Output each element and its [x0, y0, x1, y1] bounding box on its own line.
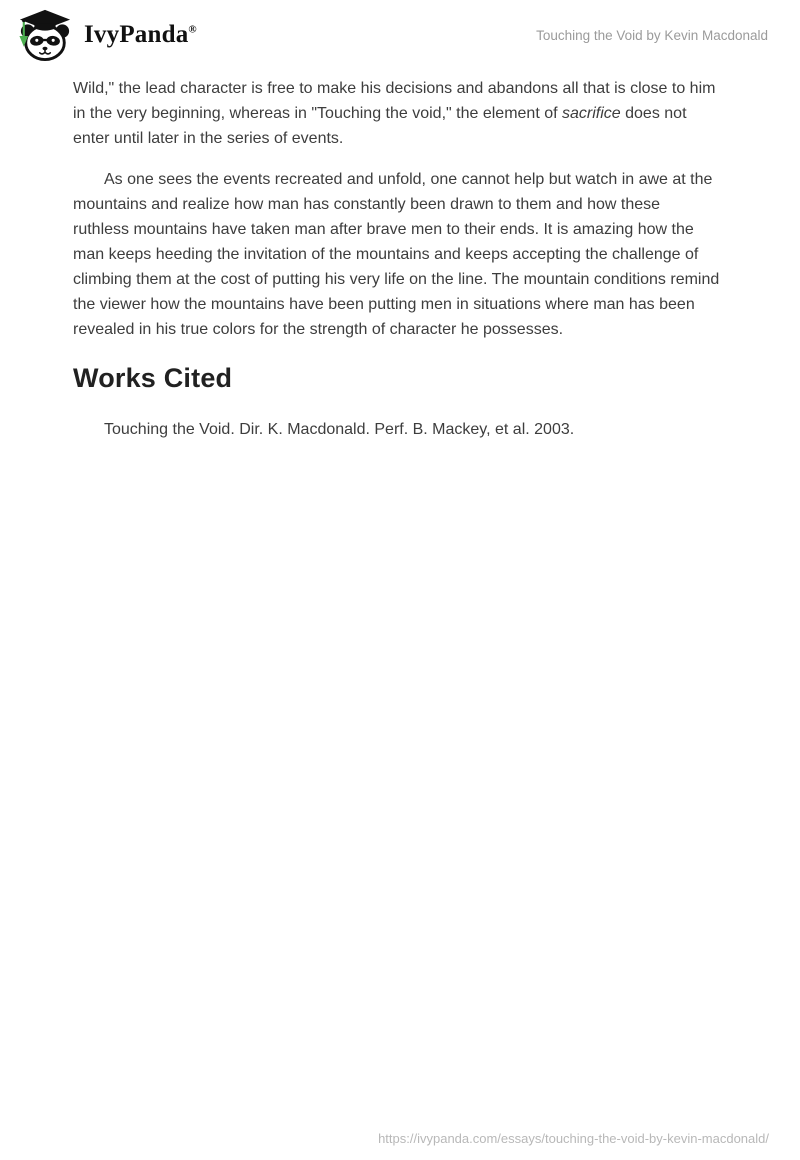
- source-url[interactable]: https://ivypanda.com/essays/touching-the-void-by-kevin-macdonald/: [378, 1131, 769, 1146]
- citation-entry: Touching the Void. Dir. K. Macdonald. Perf. B. Mackey, et al. 2003.: [104, 421, 575, 438]
- ivypanda-logo: [14, 8, 197, 62]
- page-footer: [378, 1131, 769, 1146]
- essay-body: [73, 76, 720, 442]
- paragraph1-part2: does not enter until later in the series of events.: [73, 105, 687, 147]
- page-header: [0, 0, 800, 62]
- paragraph1-part1: Wild," the lead character is free to make his decisions and abandons all that is close to him in the very beginning, whereas in "Touching the void," the element of: [73, 80, 716, 122]
- paragraph-conclusion: As one sees the events recreated and unfold, one cannot help but watch in awe at the mountains and realize how man has constantly been drawn to them and how these ruthless mountains have taken man after brave men to their ends. It is amazing how the man keeps heeding the invitation of the mountains and keeps accepting the challenge of climbing them at the cost of putting his very life on the line. The mountain conditions remind the viewer how the mountains have been putting men in situations where man has been revealed in his true colors for the strength of character he possesses.: [73, 171, 720, 338]
- document-title: Touching the Void by Kevin Macdonald: [536, 27, 768, 43]
- paragraph1-italic-word: sacrifice: [562, 105, 621, 122]
- paragraph-continuation: [73, 76, 720, 151]
- works-cited-heading: Works Cited: [73, 363, 233, 393]
- panda-graduate-icon: [14, 8, 76, 62]
- logo-wordmark: IvyPanda®: [84, 21, 197, 48]
- registered-mark: ®: [188, 23, 197, 36]
